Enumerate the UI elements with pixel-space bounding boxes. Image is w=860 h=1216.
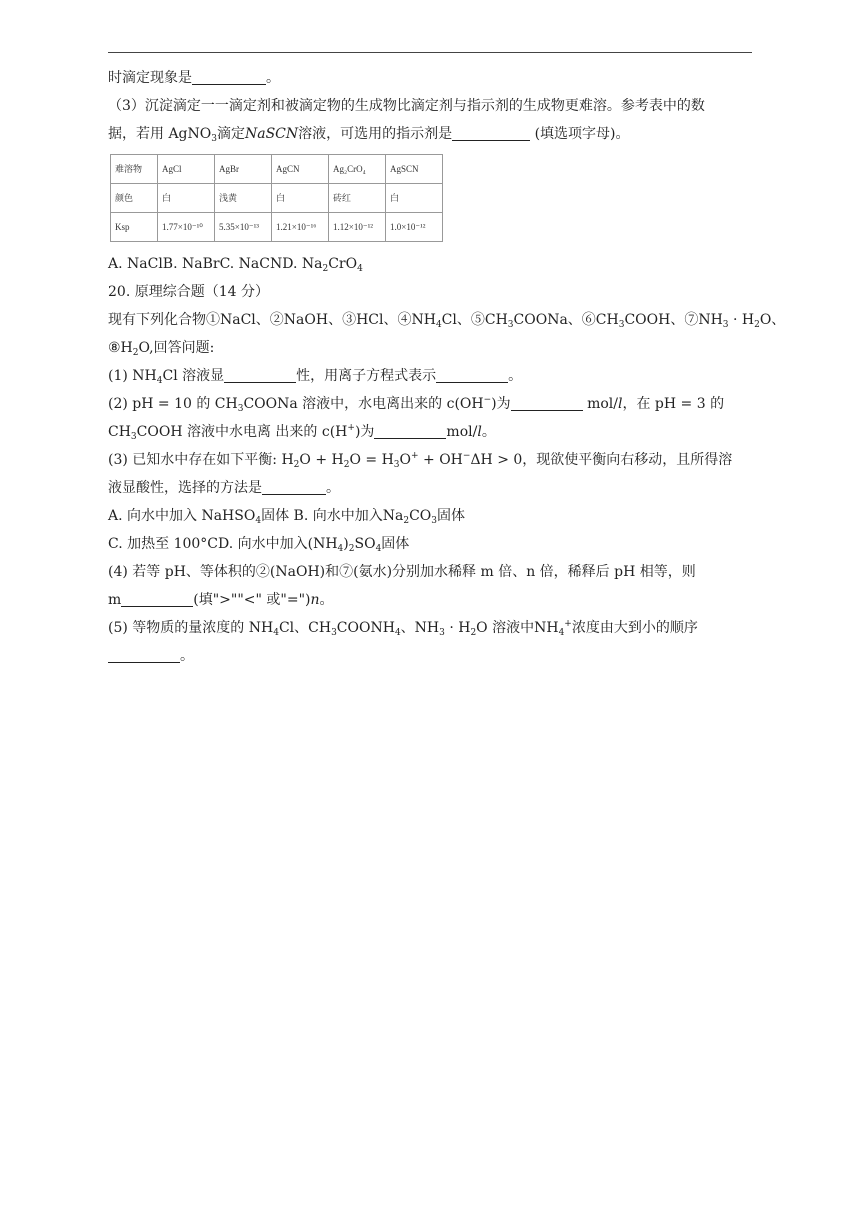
table-cell: 颜色 — [111, 184, 158, 213]
answer-blank — [262, 479, 326, 495]
line-q3-options-cd: C. 加热至 100°CD. 向水中加入$(NH_4)_2SO_4$固体 — [108, 536, 410, 554]
table-cell: AgSCN — [386, 155, 443, 184]
line-indicator-question: 据，若用 AgNO$_3$滴定NaSCN溶液，可选用的指示剂是 (填选项字母)。 — [108, 126, 630, 144]
table-cell: Ksp — [111, 213, 158, 242]
table-cell: 1.12×10⁻¹² — [329, 213, 386, 242]
table-cell: 砖红 — [329, 184, 386, 213]
table-header-row — [111, 155, 443, 184]
table-cell: 1.77×10⁻¹⁰ — [158, 213, 215, 242]
line-titration-phenomenon: 时滴定现象是 。 — [108, 70, 280, 86]
table-cell: 1.0×10⁻¹² — [386, 213, 443, 242]
question-20-title: 20. 原理综合题（14 分） — [108, 284, 269, 300]
answer-blank — [374, 423, 446, 439]
line-precipitation-titration: （3）沉淀滴定一一滴定剂和被滴定物的生成物比滴定剂与指示剂的生成物更难溶。参考表中的数 — [108, 98, 705, 114]
line-q1: (1) $NH_4Cl$ 溶液显 性，用离子方程式表示 。 — [108, 368, 523, 386]
table-cell: AgBr — [215, 155, 272, 184]
table-row — [111, 184, 443, 213]
ksp-table — [110, 154, 443, 242]
line-q2: (2) pH = 10 的 $CH_3COONa$ 溶液中，水电离出来的 c(OH−)为 mol/l，在 pH = 3 的 — [108, 395, 725, 414]
line-compounds: 现有下列化合物①NaCl、②NaOH、③HCl、$④NH_4Cl$、$⑤CH_3COONa$、$⑥CH_3COOH$、$⑦NH_3 \cdot H_2O$、 — [108, 312, 786, 330]
table-row — [111, 213, 443, 242]
line-q2-cont: $CH_3COOH$ 溶液中水电离 出来的 c(H+)为 mol/l。 — [108, 423, 496, 442]
table-cell: 1.21×10⁻¹⁶ — [272, 213, 329, 242]
header-rule — [108, 52, 752, 53]
table-cell: 白 — [272, 184, 329, 213]
answer-blank — [511, 395, 583, 411]
answer-blank — [436, 367, 508, 383]
line-q3-cont: 液显酸性，选择的方法是 。 — [108, 480, 340, 496]
answer-blank — [452, 125, 530, 141]
table-cell: 浅黄 — [215, 184, 272, 213]
line-q4-cont: m (填">""<" 或"=")n。 — [108, 592, 334, 608]
answer-blank — [108, 647, 180, 663]
table-cell: AgCl — [158, 155, 215, 184]
document-body — [108, 66, 786, 672]
line-q5: (5) 等物质的量浓度的 $NH_4Cl$、$CH_3COONH_4$、$NH_3 \cdot H_2O$ 溶液中$NH_4^+$浓度由大到小的顺序 — [108, 619, 698, 638]
table-cell: AgCN — [272, 155, 329, 184]
line-compounds-cont: $⑧H_2O$,回答问题: — [108, 340, 215, 358]
line-q3-options-ab: A. 向水中加入 NaHSO$_4$固体 B. 向水中加入$Na_2CO_3$固体 — [108, 508, 465, 526]
table-cell: 5.35×10⁻¹³ — [215, 213, 272, 242]
ksp-table-image — [110, 154, 752, 242]
answer-blank — [121, 591, 193, 607]
line-options-a: A. NaClB. NaBrC. NaCND. $Na_2CrO_4$ — [108, 256, 363, 274]
table-cell: 难溶物 — [111, 155, 158, 184]
table-cell: 白 — [158, 184, 215, 213]
line-q3: (3) 已知水中存在如下平衡: $H_2O + H_2O = H_3O^+ + OH^-\Delta H > 0$，现欲使平衡向右移动，且所得溶 — [108, 451, 733, 470]
line-q4: (4) 若等 pH、等体积的②(NaOH)和⑦(氨水)分别加水稀释 m 倍、n 倍，稀释后 pH 相等，则 — [108, 564, 696, 580]
table-cell: Ag₂CrO₄ — [329, 155, 386, 184]
table-cell: 白 — [386, 184, 443, 213]
answer-blank — [192, 69, 266, 85]
answer-blank — [224, 367, 296, 383]
line-q5-cont: 。 — [108, 644, 752, 668]
